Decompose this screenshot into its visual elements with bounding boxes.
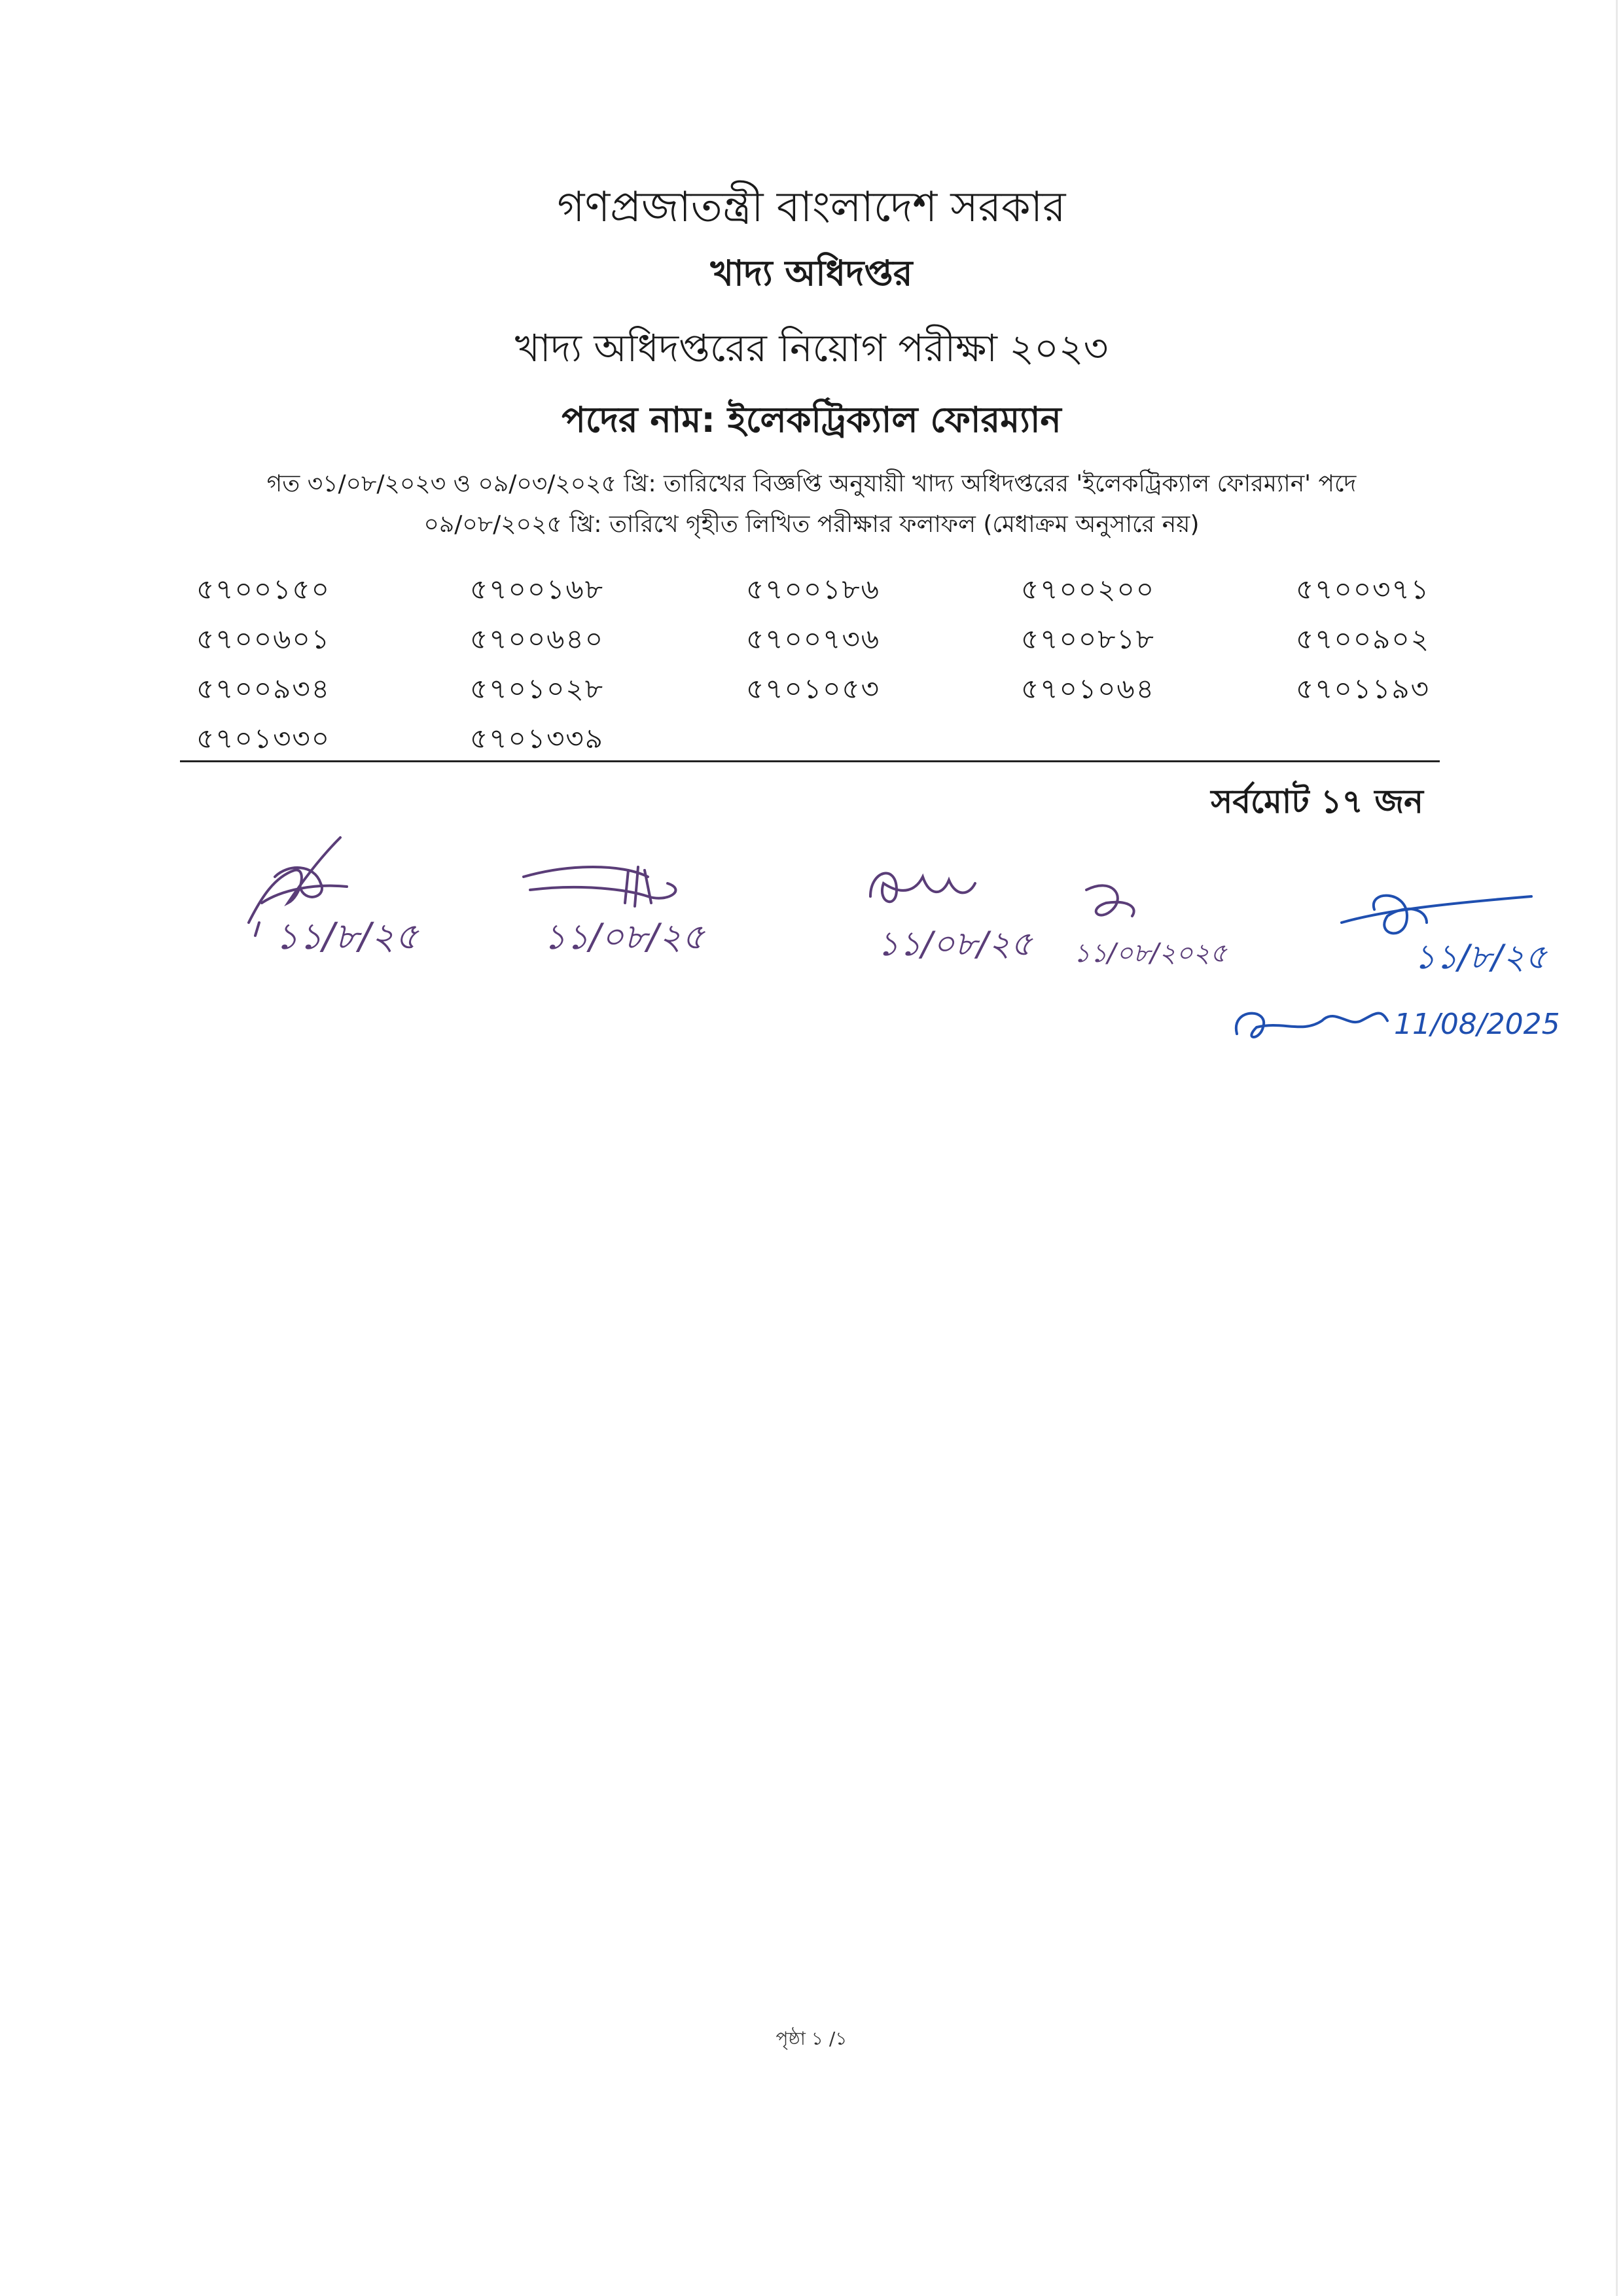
roll-row [196, 618, 1440, 667]
post-title: পদের নাম: ইলেকট্রিক্যাল ফোরম্যান [562, 399, 1061, 440]
roll-number: ৫৭০১০২৮ [470, 673, 604, 705]
roll-number: ৫৭০০৭৩৬ [746, 623, 881, 655]
roll-number: ৫৭০১১৯৩ [1296, 673, 1430, 705]
svg-text:১১/০৮/২৫: ১১/০৮/২৫ [877, 925, 1033, 964]
page-number: পৃষ্ঠা ১ /১ [776, 2028, 847, 2049]
signature-6 [1230, 981, 1560, 1067]
signature-5 [1335, 883, 1551, 995]
government-title: গণপ্রজাতন্ত্রী বাংলাদেশ সরকার [557, 183, 1066, 232]
signature-1 [236, 824, 458, 958]
svg-text:১১/০৮/২৫: ১১/০৮/২৫ [543, 916, 705, 957]
signature-2 [517, 851, 792, 968]
roll-number: ৫৭০০৩৭১ [1296, 573, 1431, 605]
roll-number: ৫৭০০৬৪০ [470, 623, 605, 655]
notice-line-2: ০৯/০৮/২০২৫ খ্রি: তারিখে গৃহীত লিখিত পরীক্ষার ফলাফল (মেধাক্রম অনুসারে নয়) [423, 511, 1200, 538]
divider-line [180, 760, 1440, 762]
department-title: খাদ্য অধিদপ্তর [710, 253, 913, 294]
roll-number: ৫৭০১৩৩৯ [470, 722, 604, 754]
exam-title: খাদ্য অধিদপ্তরের নিয়োগ পরীক্ষা ২০২৩ [514, 326, 1109, 370]
roll-number-grid [196, 568, 1440, 767]
roll-number: ৫৭০০১৫০ [196, 573, 330, 605]
roll-row [196, 568, 1440, 618]
total-count: সর্বমোট ১৭ জন [1211, 783, 1423, 821]
signature-3 [864, 857, 1060, 975]
scan-edge [1616, 0, 1618, 2296]
roll-number: ৫৭০১০৫৩ [746, 673, 880, 705]
svg-text:১১/৮/২৫: ১১/৮/২৫ [275, 915, 419, 958]
roll-number: ৫৭০০১৬৮ [470, 573, 604, 605]
roll-number: ৫৭০০৮১৮ [1021, 623, 1155, 655]
roll-number: ৫৭০০৯০২ [1296, 623, 1431, 655]
roll-number: ৫৭০১০৬৪ [1021, 673, 1155, 705]
roll-number: ৫৭০০২০০ [1021, 573, 1156, 605]
roll-row [196, 667, 1440, 717]
roll-number: ৫৭০০৬০১ [196, 623, 331, 655]
notice-line-1: গত ৩১/০৮/২০২৩ ও ০৯/০৩/২০২৫ খ্রি: তারিখের বিজ্ঞপ্তি অনুযায়ী খাদ্য অধিদপ্তরের 'ইলেকট্রিক্যাল ফোরম্যান' পদে [266, 470, 1357, 497]
signature-4 [1073, 877, 1257, 975]
svg-text:১১/৮/২৫: ১১/৮/২৫ [1414, 938, 1547, 977]
svg-text:১১/০৮/২০২৫: ১১/০৮/২০২৫ [1073, 938, 1227, 968]
roll-number: ৫৭০০৯৩৪ [196, 673, 330, 705]
roll-number: ৫৭০০১৮৬ [746, 573, 880, 605]
roll-row [196, 717, 1440, 767]
svg-text:11/08/2025: 11/08/2025 [1394, 1008, 1560, 1041]
roll-number: ৫৭০১৩৩০ [196, 722, 331, 754]
